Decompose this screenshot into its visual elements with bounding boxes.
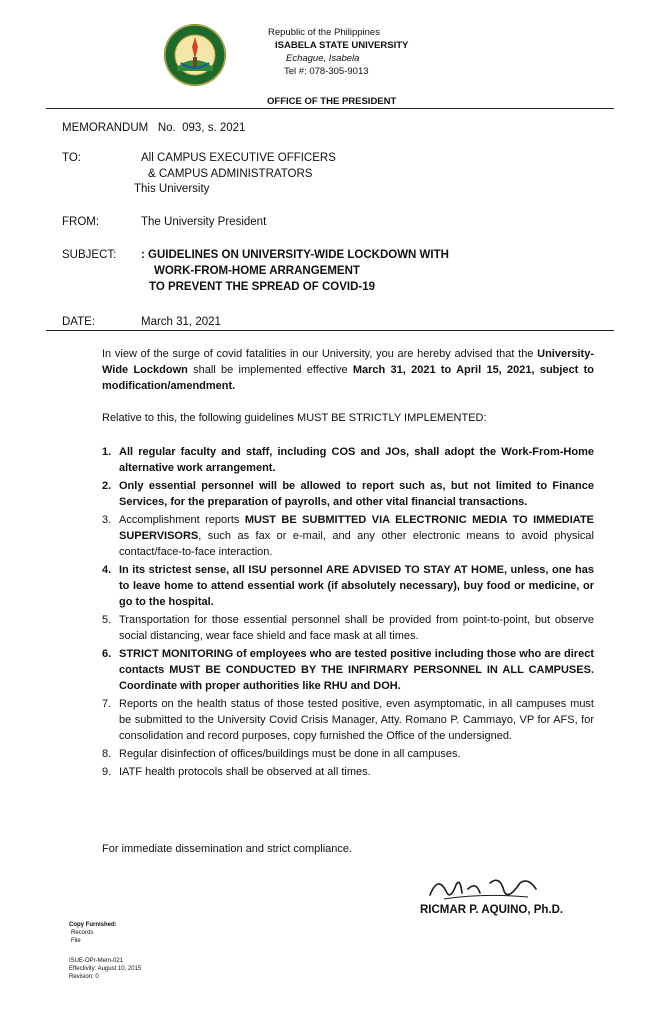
guidelines-list: [102, 444, 594, 782]
item-text: , such as fax or e-mail, and any other electronic means to avoid physical contact/face-to-face interaction.: [119, 530, 594, 558]
subject-line-2: WORK-FROM-HOME ARRANGEMENT: [154, 265, 360, 277]
intro-text-b: University-Wide Lockdown: [102, 348, 594, 376]
item-number: 8.: [102, 748, 112, 760]
list-item: [102, 612, 594, 644]
item-number: 2.: [102, 480, 112, 492]
date-value: March 31, 2021: [141, 316, 221, 328]
list-item: [102, 764, 594, 780]
item-text: Regular disinfection of offices/buildings must be done in all campuses.: [119, 748, 461, 760]
handwritten-signature: [424, 871, 554, 907]
document-control-block: [69, 957, 141, 981]
to-line-3: This University: [134, 183, 210, 195]
item-text: Transportation for those essential personnel shall be provided from point-to-point, but observe social distancing, wear face shield and face mask at all times.: [119, 614, 594, 642]
intro-paragraph: [102, 346, 594, 394]
to-line-1: All CAMPUS EXECUTIVE OFFICERS: [141, 152, 336, 164]
header-divider: [46, 108, 614, 109]
item-text: Only essential personnel will be allowed to report such as, but not limited to Finance Services, for the preparation of payrolls, and other vital financial transactions.: [119, 480, 594, 508]
subject-line-1: : GUIDELINES ON UNIVERSITY-WIDE LOCKDOWN WITH: [141, 249, 449, 261]
list-item: [102, 444, 594, 476]
date-label: DATE:: [62, 316, 96, 328]
telephone-line: Tel #: 078-305-9013: [284, 66, 369, 77]
item-number: 5.: [102, 614, 112, 626]
effectivity-date: Effectivity: August 10, 2015: [69, 966, 142, 972]
item-number: 9.: [102, 766, 112, 778]
list-item: [102, 512, 594, 560]
university-location: Echague, Isabela: [286, 53, 360, 64]
item-number: 3.: [102, 514, 112, 526]
signatory-name: RICMAR P. AQUINO, Ph.D.: [420, 904, 564, 916]
republic-line: Republic of the Philippines: [268, 27, 380, 38]
copy-furnished-block: [69, 921, 117, 945]
list-item: [102, 746, 594, 762]
item-number: 6.: [102, 648, 112, 660]
item-text: Accomplishment reports: [119, 514, 245, 526]
memo-number: MEMORANDUM No. 093, s. 2021: [62, 122, 246, 134]
guidelines-intro: Relative to this, the following guidelines MUST BE STRICTLY IMPLEMENTED:: [102, 412, 487, 424]
university-seal-logo: [163, 23, 227, 87]
from-label: FROM:: [62, 216, 100, 228]
from-value: The University President: [141, 216, 267, 228]
closing-line: For immediate dissemination and strict compliance.: [102, 843, 353, 855]
item-number: 4.: [102, 564, 112, 576]
list-item: [102, 562, 594, 610]
item-number: 1.: [102, 446, 112, 458]
intro-text-a: In view of the surge of covid fatalities in our University, you are hereby advised that the: [102, 348, 538, 360]
to-label: TO:: [62, 152, 81, 164]
subject-label: SUBJECT:: [62, 249, 117, 261]
list-item: [102, 478, 594, 510]
intro-text-c: shall be implemented effective: [187, 364, 353, 376]
to-line-2: & CAMPUS ADMINISTRATORS: [148, 168, 313, 180]
copy-file: File: [71, 938, 81, 944]
item-number: 7.: [102, 698, 112, 710]
item-text: All regular faculty and staff, including COS and JOs, shall adopt the Work-From-Home alternative work arrangement.: [119, 446, 594, 474]
revision-number: Revision: 0: [69, 974, 99, 980]
list-item: [102, 646, 594, 694]
item-text: IATF health protocols shall be observed at all times.: [119, 766, 371, 778]
copy-records: Records: [71, 930, 94, 936]
list-item: [102, 696, 594, 744]
subject-line-3: TO PREVENT THE SPREAD OF COVID-19: [149, 281, 375, 293]
item-text: Reports on the health status of those tested positive, even asymptomatic, in all campuses must be submitted to the University Covid Crisis Manager, Atty. Romano P. Cammayo, VP for AFS, for consolidation and record purposes, copy furnished the Office of the undersigned.: [119, 698, 594, 742]
memo-header-divider: [46, 330, 614, 331]
document-code: ISUE-OPr-Mem-021: [69, 958, 124, 964]
intro-text-d: March 31, 2021 to April 15, 2021, subject to modification/amendment.: [102, 364, 594, 392]
item-text: In its strictest sense, all ISU personnel ARE ADVISED TO STAY AT HOME, unless, one has to leave home to attend essential work (if absolutely necessary), buy food or medicine, or go to the hospital.: [119, 564, 594, 608]
copy-furnished-label: Copy Furnished:: [69, 922, 117, 928]
item-text: STRICT MONITORING of employees who are tested positive including those who are direct contacts MUST BE CONDUCTED BY THE INFIRMARY PERSONNEL IN ALL CAMPUSES. Coordinate with proper authorities like RHU and DOH.: [119, 648, 594, 692]
office-title: OFFICE OF THE PRESIDENT: [267, 96, 397, 107]
letterhead: [268, 26, 468, 78]
university-name: ISABELA STATE UNIVERSITY: [275, 40, 409, 51]
item-text-bold: MUST BE SUBMITTED VIA ELECTRONIC MEDIA TO IMMEDIATE SUPERVISORS: [119, 514, 594, 542]
